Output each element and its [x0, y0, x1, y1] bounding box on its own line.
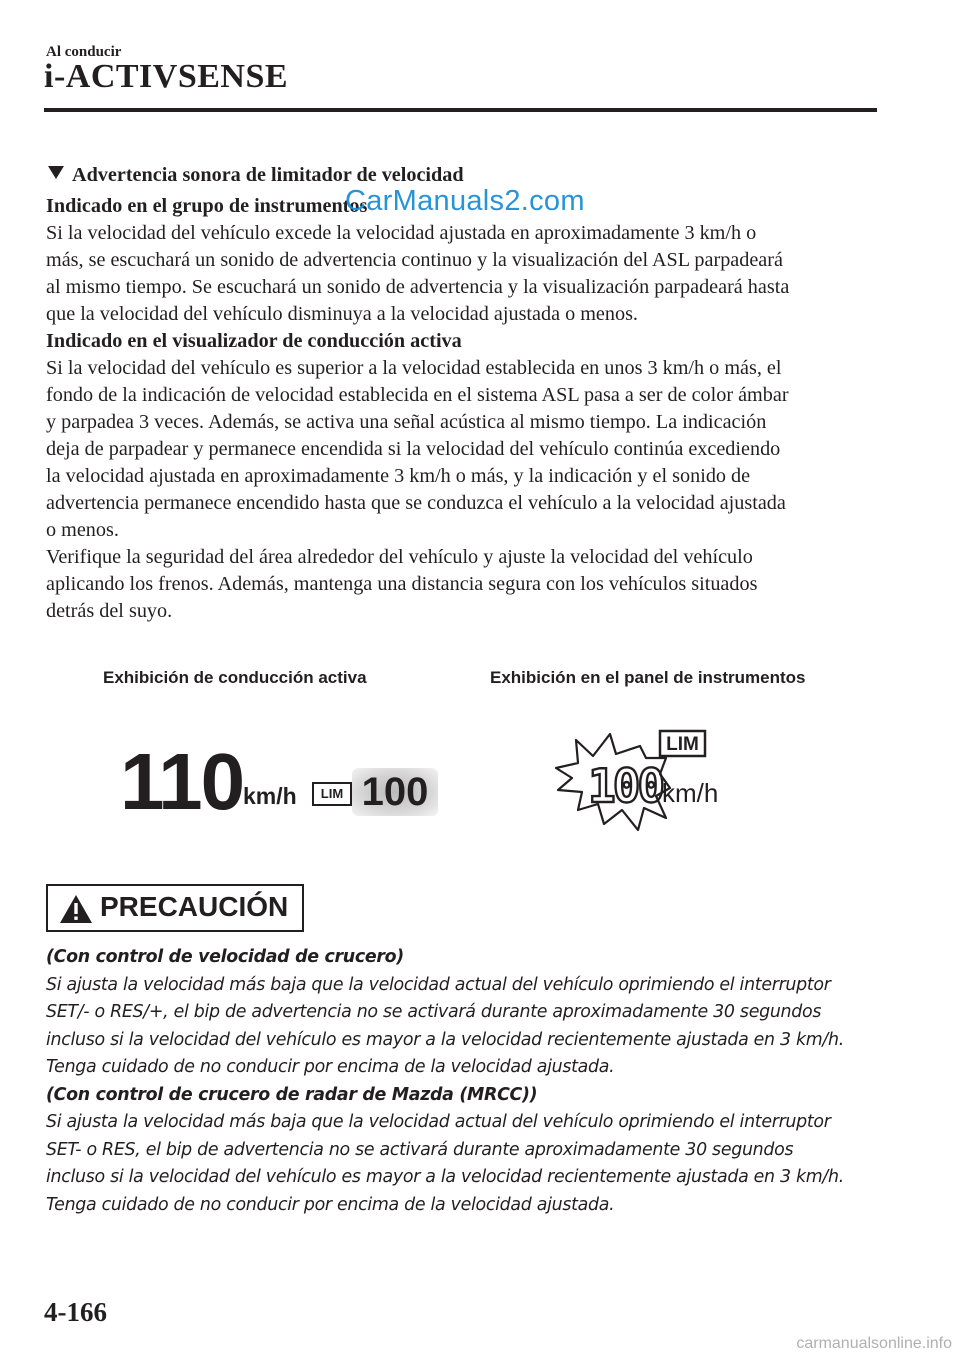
caution-line: incluso si la velocidad del vehículo es mayor a la velocidad recientemente ajustada en 3 km/h.	[46, 1029, 844, 1050]
caution-text	[46, 944, 886, 1219]
paragraph-line: fondo de la indicación de velocidad establecida en el sistema ASL pasa a ser de color ámbar	[46, 384, 789, 406]
caution-line: Si ajusta la velocidad más baja que la velocidad actual del vehículo oprimiendo el interruptor	[46, 974, 831, 995]
instrument-cluster-display	[548, 728, 738, 838]
paragraph-line: deja de parpadear y permanece encendida si la velocidad del vehículo continúa excediendo	[46, 438, 781, 460]
warning-triangle-icon	[59, 894, 93, 924]
main-text	[46, 162, 876, 625]
triangle-bullet-icon	[48, 166, 64, 179]
caution-line: SET- o RES, el bip de advertencia no se activará durante aproximadamente 30 segundos	[46, 1139, 794, 1160]
paragraph-line: la velocidad ajustada en aproximadamente 3 km/h o más, y la indicación y el sonido de	[46, 465, 751, 487]
site-footer-link[interactable]: carmanualsonline.info	[796, 1335, 952, 1352]
cluster-set-speed: 100	[588, 759, 663, 813]
paragraph-line: que la velocidad del vehículo disminuya a la velocidad ajustada o menos.	[46, 303, 638, 325]
caution-line: incluso si la velocidad del vehículo es mayor a la velocidad recientemente ajustada en 3 km/h.	[46, 1167, 844, 1187]
cluster-unit: km/h	[662, 778, 719, 808]
paragraph-line: al mismo tiempo. Se escuchará un sonido de advertencia y la visualización parpadeará hasta	[46, 276, 790, 298]
paragraph-line: detrás del suyo.	[46, 600, 173, 622]
caution-title: PRECAUCIÓN	[100, 891, 289, 922]
paragraph-line: más, se escuchará un sonido de advertencia continuo y la visualización del ASL parpadeará	[46, 249, 783, 271]
figure-caption-right: Exhibición en el panel de instrumentos	[490, 668, 806, 687]
cluster-lim-text: LIM	[666, 734, 699, 755]
section-label: Al conducir	[46, 44, 122, 60]
figure-caption-left: Exhibición de conducción activa	[103, 668, 367, 687]
subheading-cluster: Indicado en el grupo de instrumentos	[46, 195, 368, 217]
paragraph-line: aplicando los frenos. Además, mantenga una distancia segura con los vehículos situados	[46, 573, 758, 595]
paragraph-line: Si la velocidad del vehículo excede la velocidad ajustada en aproximadamente 3 km/h o	[46, 222, 757, 244]
current-speed: 110	[120, 737, 244, 826]
caution-line: Si ajusta la velocidad más baja que la velocidad actual del vehículo oprimiendo el interruptor	[46, 1112, 831, 1132]
section-heading-text: Advertencia sonora de limitador de velocidad	[72, 164, 464, 186]
lim-badge: LIM	[312, 782, 352, 806]
paragraph-line: Verifique la seguridad del área alrededor del vehículo y ajuste la velocidad del vehículo	[46, 546, 753, 568]
header-rule	[44, 108, 877, 112]
watermark-text: CarManuals2.com	[345, 185, 585, 217]
chapter-title: i-ACTIVSENSE	[44, 58, 289, 95]
caution-subheading: (Con control de velocidad de crucero)	[46, 947, 404, 967]
caution-line: Tenga cuidado de no conducir por encima de la velocidad ajustada.	[46, 1057, 615, 1077]
caution-line: SET/- o RES/+, el bip de advertencia no se activará durante aproximadamente 30 segundos	[46, 1002, 822, 1022]
subheading-active-display: Indicado en el visualizador de conducción activa	[46, 330, 462, 352]
paragraph-line: o menos.	[46, 519, 119, 541]
active-driving-display	[120, 737, 440, 826]
set-speed-value: 100	[361, 770, 429, 814]
paragraph-line: advertencia permanece encendido hasta que se conduzca el vehículo a la velocidad ajustada	[46, 492, 786, 514]
caution-header	[46, 884, 304, 932]
page-number: 4-166	[44, 1297, 107, 1327]
caution-subheading: (Con control de crucero de radar de Mazda (MRCC))	[46, 1084, 538, 1105]
paragraph-line: y parpadea 3 veces. Además, se activa una señal acústica al mismo tiempo. La indicación	[46, 411, 767, 433]
caution-line: Tenga cuidado de no conducir por encima de la velocidad ajustada.	[46, 1194, 615, 1215]
speed-unit: km/h	[243, 783, 297, 809]
paragraph-line: Si la velocidad del vehículo es superior a la velocidad establecida en unos 3 km/h o más, el	[46, 357, 782, 379]
